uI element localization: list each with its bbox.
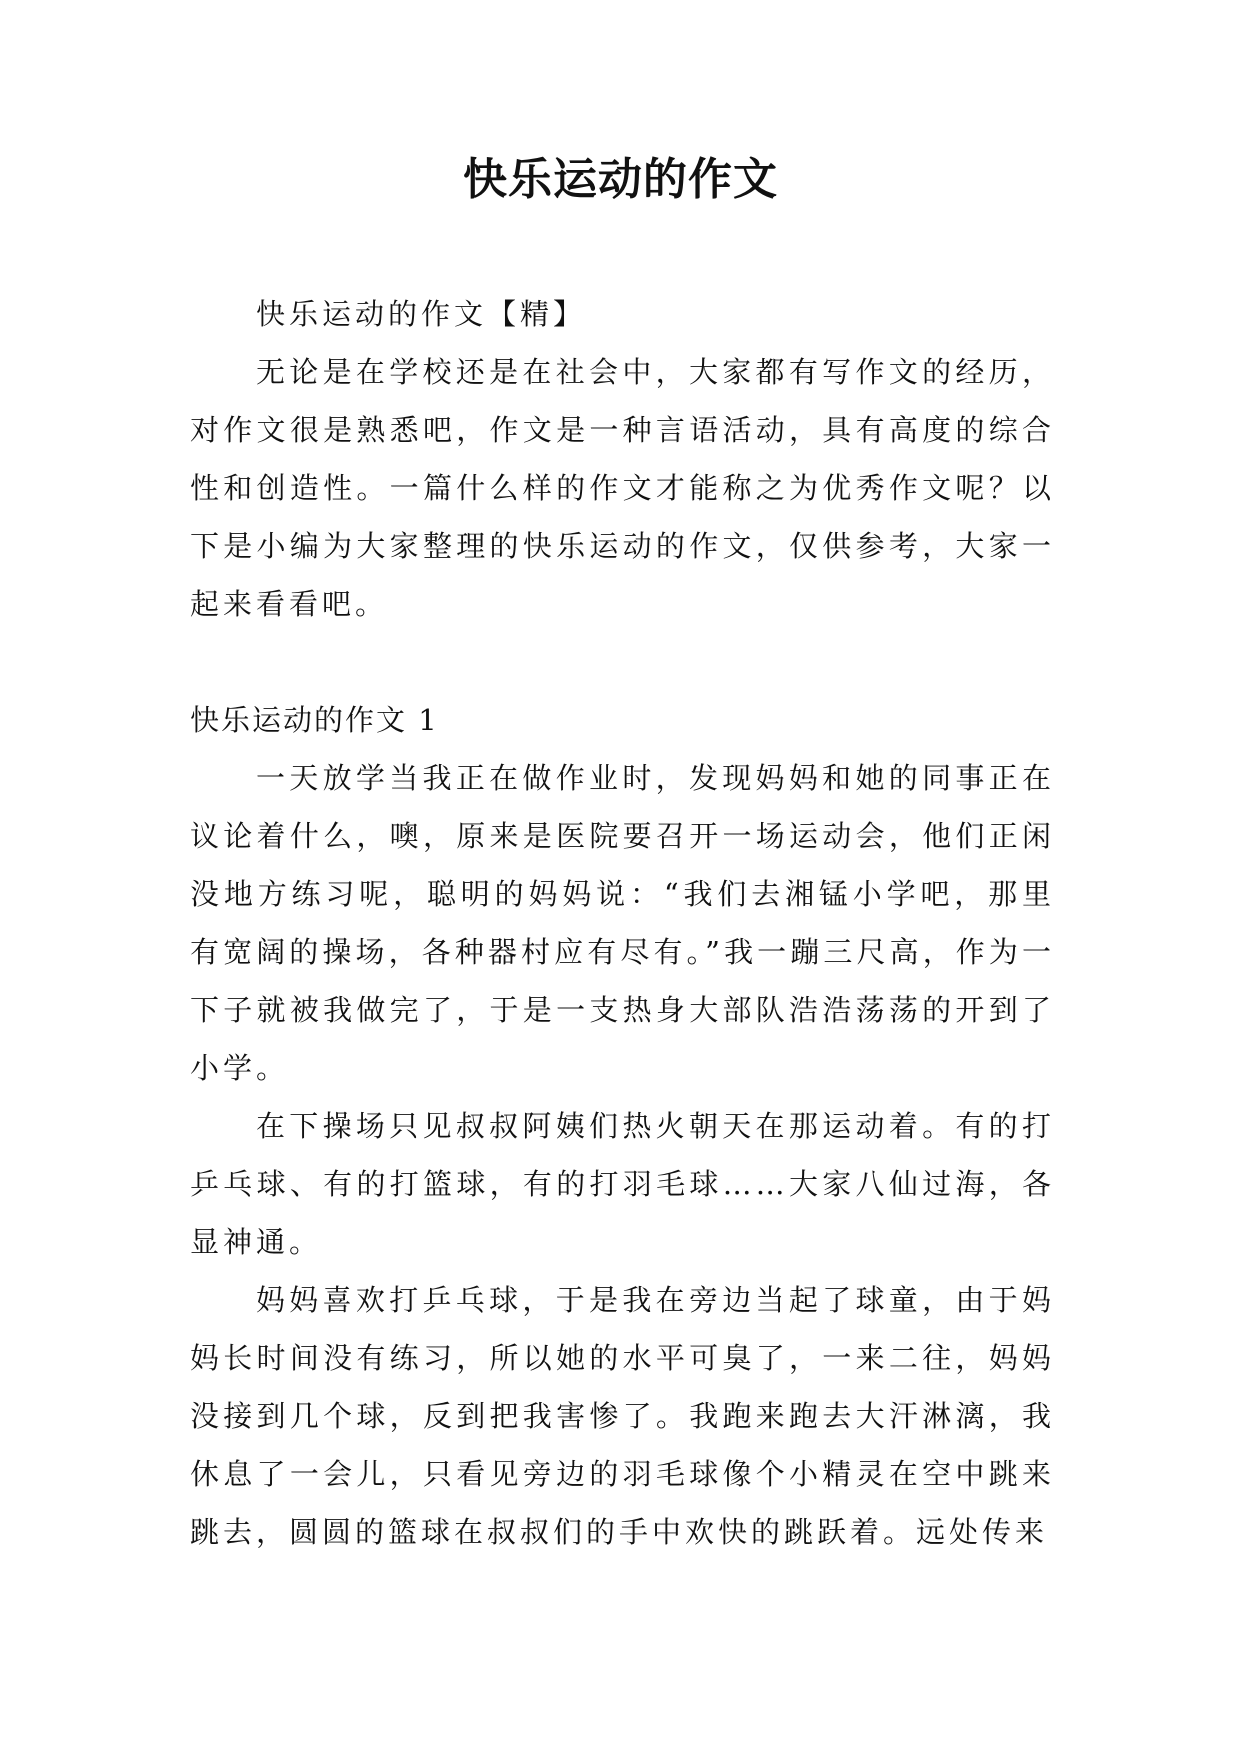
section-heading: 快乐运动的作文 1 — [190, 703, 439, 737]
document-subtitle: 快乐运动的作文【精】 — [256, 297, 587, 331]
document-title: 快乐运动的作文 — [463, 154, 778, 205]
section-spacer — [190, 633, 1055, 691]
intro-paragraph: 无论是在学校还是在社会中，大家都有写作文的经历，对作文很是熟悉吧，作文是一种言语活动，具有高度的综合性和创造性。一篇什么样的作文才能称之为优秀作文呢？以下是小编为大家整理的快乐运动的作文，仅供参考，大家一起来看看吧。 — [190, 355, 1055, 621]
document-body — [190, 285, 1055, 1561]
body-paragraph-2: 在下操场只见叔叔阿姨们热火朝天在那运动着。有的打乒乓球、有的打篮球，有的打羽毛球……大家八仙过海，各显神通。 — [190, 1109, 1055, 1259]
body-paragraph-3: 妈妈喜欢打乒乓球，于是我在旁边当起了球童，由于妈妈长时间没有练习，所以她的水平可臭了，一来二往，妈妈没接到几个球，反到把我害惨了。我跑来跑去大汗淋漓，我休息了一会儿，只看见旁边的羽毛球像个小精灵在空中跳来跳去，圆圆的篮球在叔叔们的手中欢快的跳跃着。远处传来 — [190, 1283, 1055, 1549]
body-paragraph-1: 一天放学当我正在做作业时，发现妈妈和她的同事正在议论着什么，噢，原来是医院要召开一场运动会，他们正闲没地方练习呢，聪明的妈妈说：“我们去湘锰小学吧，那里有宽阔的操场，各种器村应有尽有。”我一蹦三尺高，作为一下子就被我做完了，于是一支热身大部队浩浩荡荡的开到了小学。 — [190, 761, 1055, 1085]
